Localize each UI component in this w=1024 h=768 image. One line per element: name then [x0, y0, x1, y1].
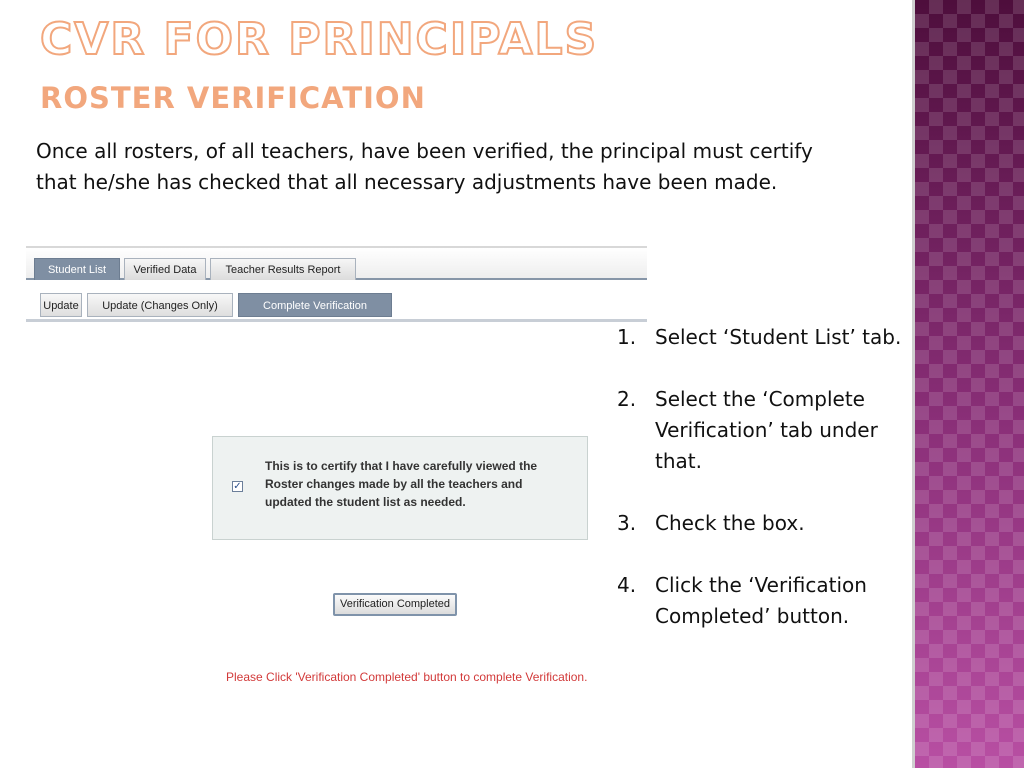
step-number: 3. [617, 511, 637, 535]
step-item [617, 508, 902, 539]
step-text: Select ‘Student List’ tab. [655, 325, 902, 349]
steps-list [617, 322, 902, 663]
step-text: Click the ‘Verification Completed’ button. [655, 573, 867, 628]
certification-text: This is to certify that I have carefully viewed the Roster changes made by all the teachers and updated the student list as needed. [265, 459, 538, 509]
intro-paragraph: Once all rosters, of all teachers, have been verified, the principal must certify that he/she has checked that all necessary adjustments have been made. [36, 139, 813, 194]
step-item [617, 570, 902, 632]
slide-title: CVR FOR PRINCIPALS [40, 14, 599, 65]
tab-verified-data[interactable]: Verified Data [124, 258, 206, 280]
subtab-complete-verification[interactable]: Complete Verification [238, 293, 392, 317]
subtab-update[interactable]: Update [40, 293, 82, 317]
screenshot-panel [26, 246, 647, 696]
subtab-update-changes-only[interactable]: Update (Changes Only) [87, 293, 233, 317]
step-item [617, 384, 902, 477]
certify-checkbox[interactable] [232, 481, 243, 492]
decorative-sidebar [912, 0, 1024, 768]
step-item [617, 322, 902, 353]
tab-teacher-results-report[interactable]: Teacher Results Report [210, 258, 356, 280]
diamond-pattern [915, 0, 1024, 768]
step-number: 4. [617, 573, 637, 597]
instruction-message: Please Click 'Verification Completed' button to complete Verification. [226, 670, 588, 684]
certification-box [212, 436, 588, 540]
step-text: Select the ‘Complete Verification’ tab under that. [655, 387, 878, 473]
step-number: 2. [617, 387, 637, 411]
slide-subtitle: ROSTER VERIFICATION [40, 81, 426, 115]
verification-completed-button[interactable]: Verification Completed [333, 593, 457, 616]
sub-tab-bar [26, 280, 647, 322]
checkmark-icon: ✓ [233, 481, 242, 492]
step-text: Check the box. [655, 511, 805, 535]
step-number: 1. [617, 325, 637, 349]
main-tab-bar [26, 246, 647, 280]
tab-student-list[interactable]: Student List [34, 258, 120, 280]
